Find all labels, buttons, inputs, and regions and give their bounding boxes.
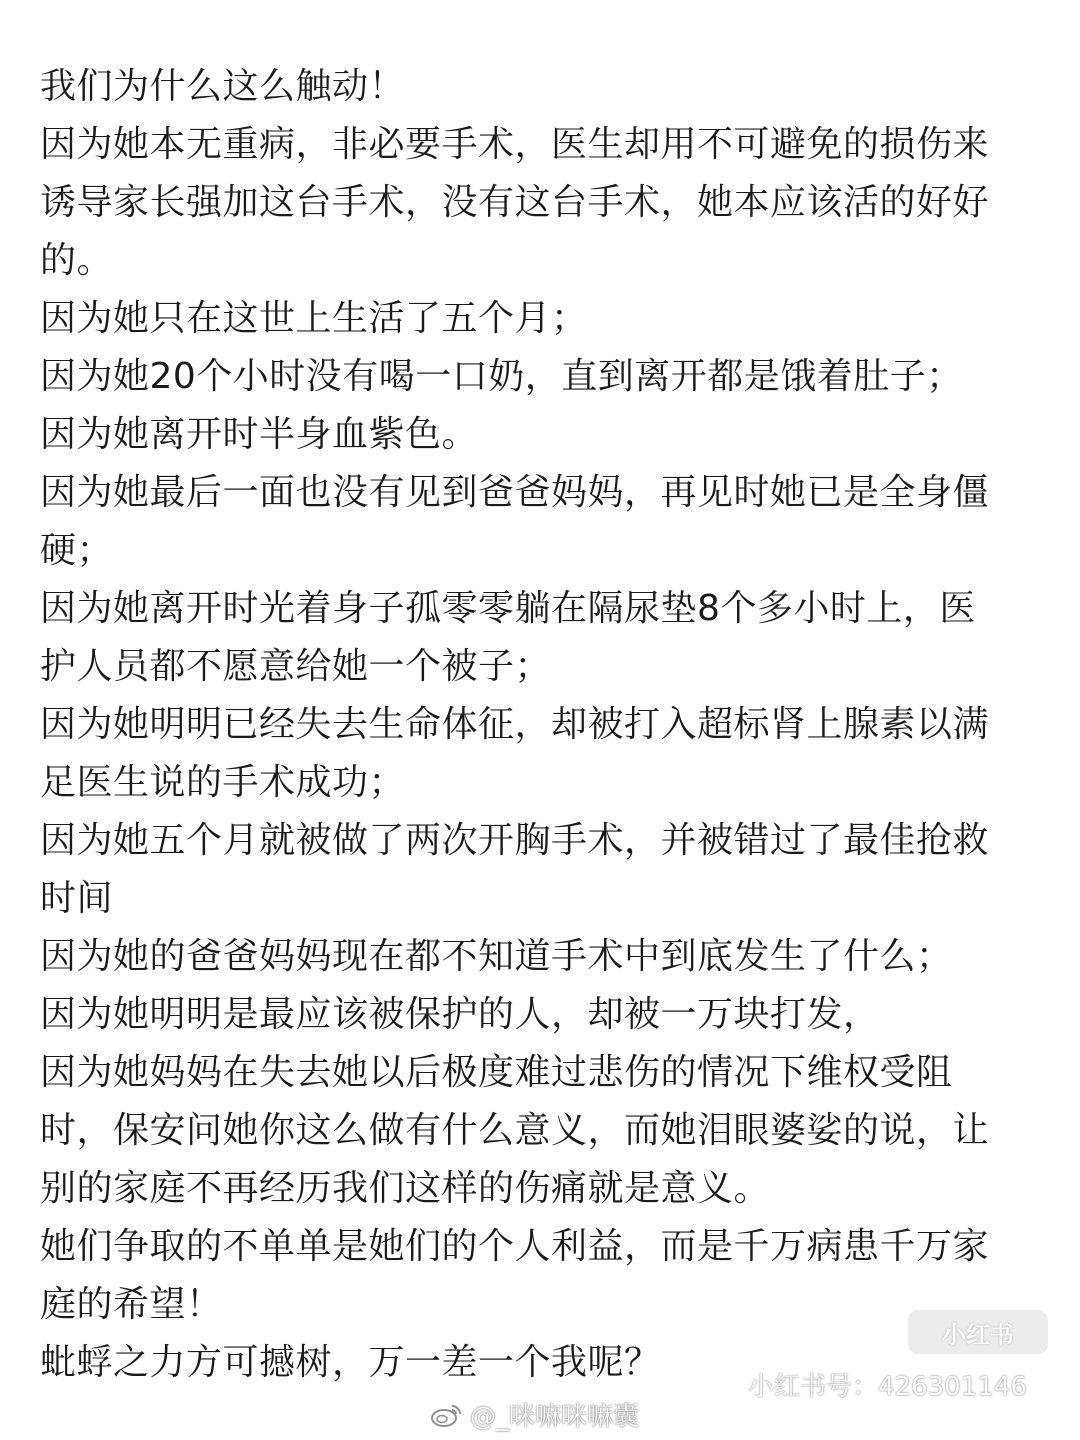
post-line: 别的家庭不再经历我们这样的伤痛就是意义。	[40, 1168, 771, 1209]
post-line: 庭的希望！	[40, 1284, 223, 1325]
post-line: 时间	[40, 878, 114, 919]
post-line: 因为她明明是最应该被保护的人，却被一万块打发，	[40, 994, 880, 1035]
post-line: 因为她的爸爸妈妈现在都不知道手术中到底发生了什么；	[40, 936, 953, 977]
post-line: 硬；	[40, 530, 114, 571]
post-line: 她们争取的不单单是她们的个人利益，而是千万病患千万家	[40, 1226, 990, 1267]
weibo-watermark	[430, 1396, 639, 1433]
post-line: 因为她最后一面也没有见到爸爸妈妈，再见时她已是全身僵	[40, 472, 990, 513]
weibo-handle: @_咪嘛咪嘛囊	[470, 1402, 640, 1432]
xiaohongshu-logo-watermark: 小红书	[908, 1310, 1048, 1354]
post-line: 因为她20个小时没有喝一口奶，直到离开都是饿着肚子；	[40, 356, 963, 397]
xiaohongshu-id-watermark: 小红书号：426301146	[748, 1372, 1027, 1402]
post-line: 蚍蜉之力方可撼树，万一差一个我呢？	[40, 1342, 661, 1383]
post-line: 的。	[40, 240, 114, 281]
post-text	[40, 58, 1044, 1392]
post-line: 我们为什么这么触动！	[40, 66, 406, 107]
post-line: 因为她本无重病，非必要手术，医生却用不可避免的损伤来	[40, 124, 990, 165]
post-line: 因为她离开时半身血紫色。	[40, 414, 479, 455]
post-line: 足医生说的手术成功；	[40, 762, 406, 803]
post-line: 因为她离开时光着身子孤零零躺在隔尿垫8个多小时上，医	[40, 588, 976, 629]
post-line: 因为她五个月就被做了两次开胸手术，并被错过了最佳抢救	[40, 820, 990, 861]
post-line: 诱导家长强加这台手术，没有这台手术，她本应该活的好好	[40, 182, 990, 223]
weibo-icon	[430, 1402, 462, 1428]
post-line: 因为她明明已经失去生命体征，却被打入超标肾上腺素以满	[40, 704, 990, 745]
post-line: 护人员都不愿意给她一个被子；	[40, 646, 552, 687]
post-line: 时，保安问她你这么做有什么意义，而她泪眼婆娑的说，让	[40, 1110, 990, 1151]
post-line: 因为她妈妈在失去她以后极度难过悲伤的情况下维权受阻	[40, 1052, 953, 1093]
post-line: 因为她只在这世上生活了五个月；	[40, 298, 588, 339]
